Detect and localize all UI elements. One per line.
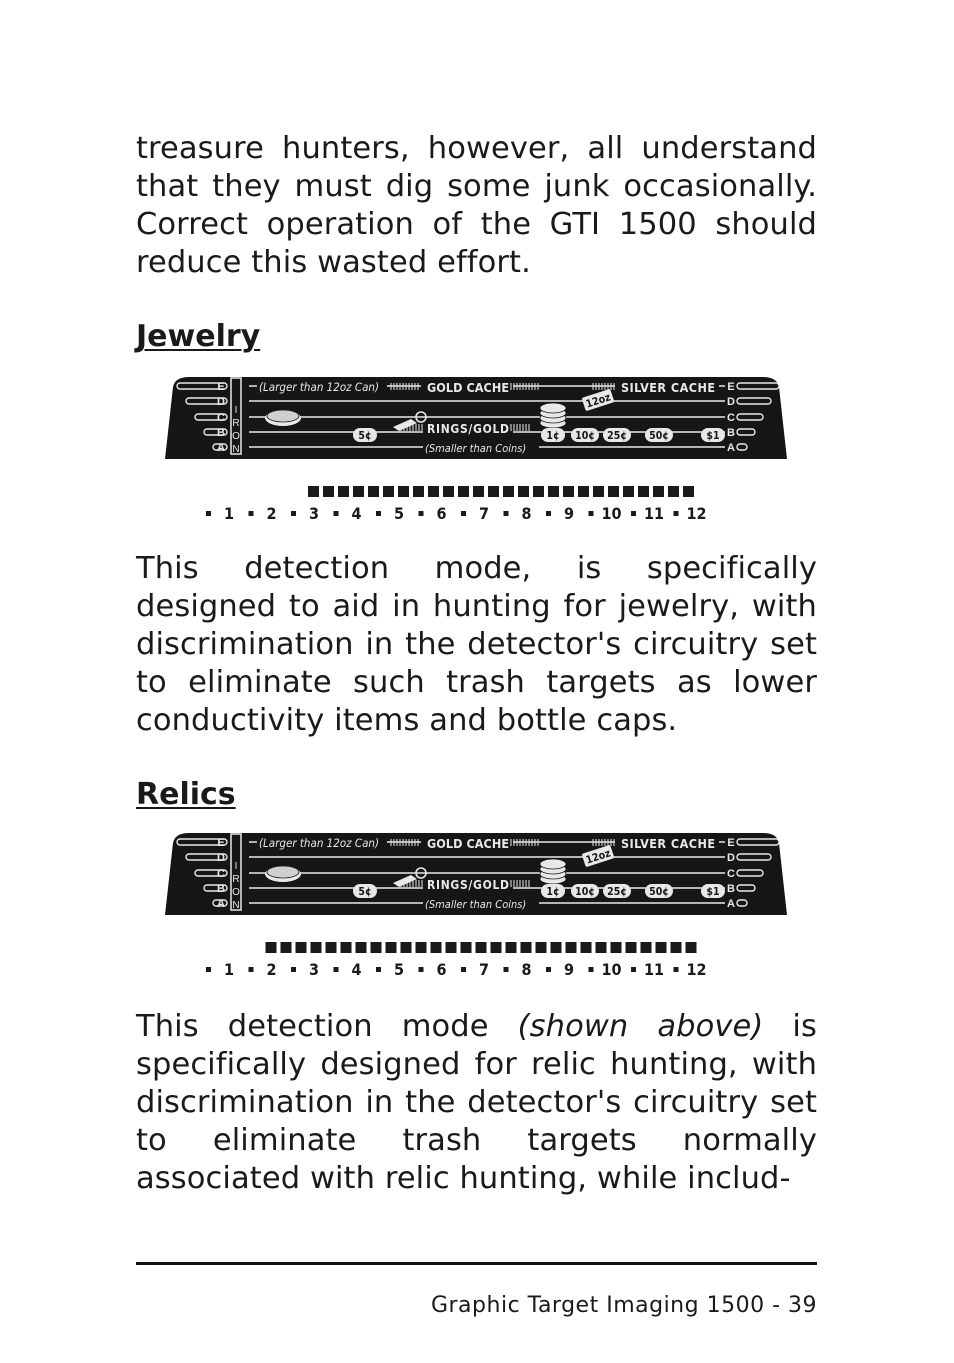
scale-number: 6 <box>436 960 447 979</box>
scale-dot <box>334 511 339 516</box>
accept-block <box>326 942 337 953</box>
scale-number: 8 <box>521 960 532 979</box>
coin-pill-label: 5¢ <box>358 886 372 898</box>
scale-number: 10 <box>601 504 622 523</box>
scale-number: 1 <box>223 504 235 523</box>
row-label-left: C <box>217 412 225 424</box>
accept-block <box>398 486 409 497</box>
row-label-left: B <box>217 427 225 439</box>
scale-dot <box>249 967 254 972</box>
scale-dot <box>334 967 339 972</box>
scale-dot <box>631 967 636 972</box>
gold-cache-label: GOLD CACHE <box>427 380 509 395</box>
accept-block <box>593 486 604 497</box>
accept-block <box>548 486 559 497</box>
scale-dot <box>206 967 211 972</box>
intro-paragraph: treasure hunters, however, all understand that they must dig some junk occasionally. Correct operation of the GTI 1500 should reduce this wasted effort. <box>136 131 817 280</box>
accept-block <box>503 486 514 497</box>
accept-block <box>413 486 424 497</box>
bottle-cap-top <box>267 866 299 878</box>
scale-number: 4 <box>351 504 362 523</box>
scale-dot <box>419 967 424 972</box>
scale-number: 8 <box>521 504 532 523</box>
accept-block <box>521 942 532 953</box>
footer-rule <box>136 1262 817 1265</box>
coin-pill-label: 50¢ <box>649 430 669 442</box>
scale-number: 9 <box>563 504 575 523</box>
relics-text-start: This detection mode <box>136 1009 518 1044</box>
scale-dot <box>631 511 636 516</box>
scale-number: 12 <box>686 504 707 523</box>
scale-dot <box>291 967 296 972</box>
scale-number: 5 <box>393 504 405 523</box>
row-label-left: C <box>217 868 225 880</box>
accept-block <box>596 942 607 953</box>
scale-dot <box>589 967 594 972</box>
accept-block <box>671 942 682 953</box>
iron-letter: R <box>232 418 240 429</box>
larger-than-label: (Larger than 12oz Can) <box>259 380 380 394</box>
silver-cache-label: SILVER CACHE <box>621 836 715 851</box>
coin-pill-label: 1¢ <box>546 886 560 898</box>
accept-block <box>323 486 334 497</box>
scale-number: 3 <box>308 504 320 523</box>
scale-dot <box>461 511 466 516</box>
iron-letter: I <box>234 405 238 416</box>
row-label-right: D <box>727 852 735 864</box>
accept-block <box>353 486 364 497</box>
accept-block <box>653 486 664 497</box>
accept-block <box>446 942 457 953</box>
accept-block <box>338 486 349 497</box>
accept-block <box>656 942 667 953</box>
coin-stack-icon <box>540 403 566 413</box>
relics-heading: Relics <box>136 777 236 812</box>
accept-block <box>401 942 412 953</box>
iron-letter: N <box>232 444 240 455</box>
coin-pill-label: 10¢ <box>575 430 595 442</box>
accept-block <box>668 486 679 497</box>
accept-block <box>551 942 562 953</box>
scale-dot <box>291 511 296 516</box>
accept-block <box>488 486 499 497</box>
accept-block <box>371 942 382 953</box>
relics-text-emphasis: (shown above) <box>517 1009 764 1044</box>
accept-block <box>686 942 697 953</box>
accept-block <box>356 942 367 953</box>
iron-letter: R <box>232 874 240 885</box>
accept-block <box>296 942 307 953</box>
accept-block <box>431 942 442 953</box>
scale-dot <box>249 511 254 516</box>
row-label-right: C <box>727 868 735 880</box>
accept-block <box>611 942 622 953</box>
scale-dot <box>504 967 509 972</box>
scale-dot <box>376 967 381 972</box>
scale-dot <box>504 511 509 516</box>
can-badge-label: 12oz <box>584 391 613 411</box>
larger-than-label: (Larger than 12oz Can) <box>259 836 380 850</box>
accept-block <box>473 486 484 497</box>
coin-pill-label: 1¢ <box>546 430 560 442</box>
row-label-right: A <box>727 898 735 910</box>
accept-block <box>311 942 322 953</box>
accept-block <box>386 942 397 953</box>
accept-block <box>518 486 529 497</box>
accept-block <box>626 942 637 953</box>
scale-dot <box>546 511 551 516</box>
accept-block <box>563 486 574 497</box>
scale-number: 4 <box>351 960 362 979</box>
scale-number: 10 <box>601 960 622 979</box>
scale-number: 11 <box>643 504 665 523</box>
accept-block <box>623 486 634 497</box>
accept-block <box>581 942 592 953</box>
jewelry-mode-display <box>165 375 787 525</box>
smaller-than-label: (Smaller than Coins) <box>425 442 527 455</box>
row-label-left: A <box>217 442 225 454</box>
scale-number: 6 <box>436 504 447 523</box>
accept-block <box>578 486 589 497</box>
coin-pill-label: $1 <box>706 430 720 442</box>
accept-block <box>368 486 379 497</box>
scale-dot <box>674 967 679 972</box>
smaller-than-label: (Smaller than Coins) <box>425 898 527 911</box>
scale-dot <box>674 511 679 516</box>
scale-number: 11 <box>643 960 665 979</box>
row-label-left: B <box>217 883 225 895</box>
accept-block <box>533 486 544 497</box>
accept-block <box>506 942 517 953</box>
iron-letter: I <box>234 861 238 872</box>
row-label-right: C <box>727 412 735 424</box>
relics-mode-display <box>165 831 787 981</box>
accept-block <box>383 486 394 497</box>
accept-block <box>683 486 694 497</box>
accept-block <box>458 486 469 497</box>
scale-number: 3 <box>308 960 320 979</box>
scale-number: 2 <box>266 504 277 523</box>
jewelry-heading: Jewelry <box>136 319 261 354</box>
scale-dot <box>546 967 551 972</box>
bottle-cap-top <box>267 410 299 422</box>
row-label-left: D <box>217 852 225 864</box>
accept-block <box>281 942 292 953</box>
row-label-right: E <box>727 837 735 849</box>
scale-number: 1 <box>223 960 235 979</box>
scale-dot <box>206 511 211 516</box>
row-label-left: D <box>217 396 225 408</box>
accept-block <box>638 486 649 497</box>
coin-stack-icon <box>540 859 566 869</box>
jewelry-paragraph: This detection mode, is specifically designed to aid in hunting for jewelry, with discrimination in the detector's circuitry set to eliminate such trash targets as lower conductivity items and bottle caps. <box>136 551 817 738</box>
scale-number: 12 <box>686 960 707 979</box>
scale-dot <box>376 511 381 516</box>
scale-number: 5 <box>393 960 405 979</box>
coin-pill-label: $1 <box>706 886 720 898</box>
accept-block <box>428 486 439 497</box>
accept-block <box>608 486 619 497</box>
coin-pill-label: 10¢ <box>575 886 595 898</box>
scale-number: 9 <box>563 960 575 979</box>
scale-number: 2 <box>266 960 277 979</box>
accept-block <box>341 942 352 953</box>
row-label-left: A <box>217 898 225 910</box>
row-label-left: E <box>217 837 225 849</box>
rings-gold-label: RINGS/GOLD <box>427 878 509 892</box>
accept-block <box>266 942 277 953</box>
accept-block <box>443 486 454 497</box>
row-label-right: B <box>727 883 735 895</box>
coin-pill-label: 25¢ <box>607 886 627 898</box>
accept-block <box>491 942 502 953</box>
scale-dot <box>419 511 424 516</box>
iron-letter: O <box>232 887 240 898</box>
gold-cache-label: GOLD CACHE <box>427 836 509 851</box>
relics-paragraph <box>136 1008 817 1198</box>
scale-number: 7 <box>478 960 490 979</box>
accept-block <box>476 942 487 953</box>
coin-pill-label: 50¢ <box>649 886 669 898</box>
silver-cache-label: SILVER CACHE <box>621 380 715 395</box>
scale-number: 7 <box>478 504 490 523</box>
accept-block <box>416 942 427 953</box>
scale-dot <box>461 967 466 972</box>
rings-gold-label: RINGS/GOLD <box>427 422 509 436</box>
coin-pill-label: 5¢ <box>358 430 372 442</box>
iron-letter: O <box>232 431 240 442</box>
accept-block <box>308 486 319 497</box>
accept-block <box>641 942 652 953</box>
row-label-right: B <box>727 427 735 439</box>
can-badge-label: 12oz <box>584 847 613 867</box>
accept-block <box>536 942 547 953</box>
row-label-left: E <box>217 381 225 393</box>
accept-block <box>461 942 472 953</box>
coin-pill-label: 25¢ <box>607 430 627 442</box>
relics-text-end: is specifically designed for relic hunting, with discrimination in the detector's circuitry set to eliminate trash targets normally associated with relic hunting, while includ- <box>136 1009 817 1196</box>
row-label-right: D <box>727 396 735 408</box>
row-label-right: E <box>727 381 735 393</box>
iron-letter: N <box>232 900 240 911</box>
footer-page-label: Graphic Target Imaging 1500 - 39 <box>430 1293 817 1318</box>
scale-dot <box>589 511 594 516</box>
row-label-right: A <box>727 442 735 454</box>
accept-block <box>566 942 577 953</box>
